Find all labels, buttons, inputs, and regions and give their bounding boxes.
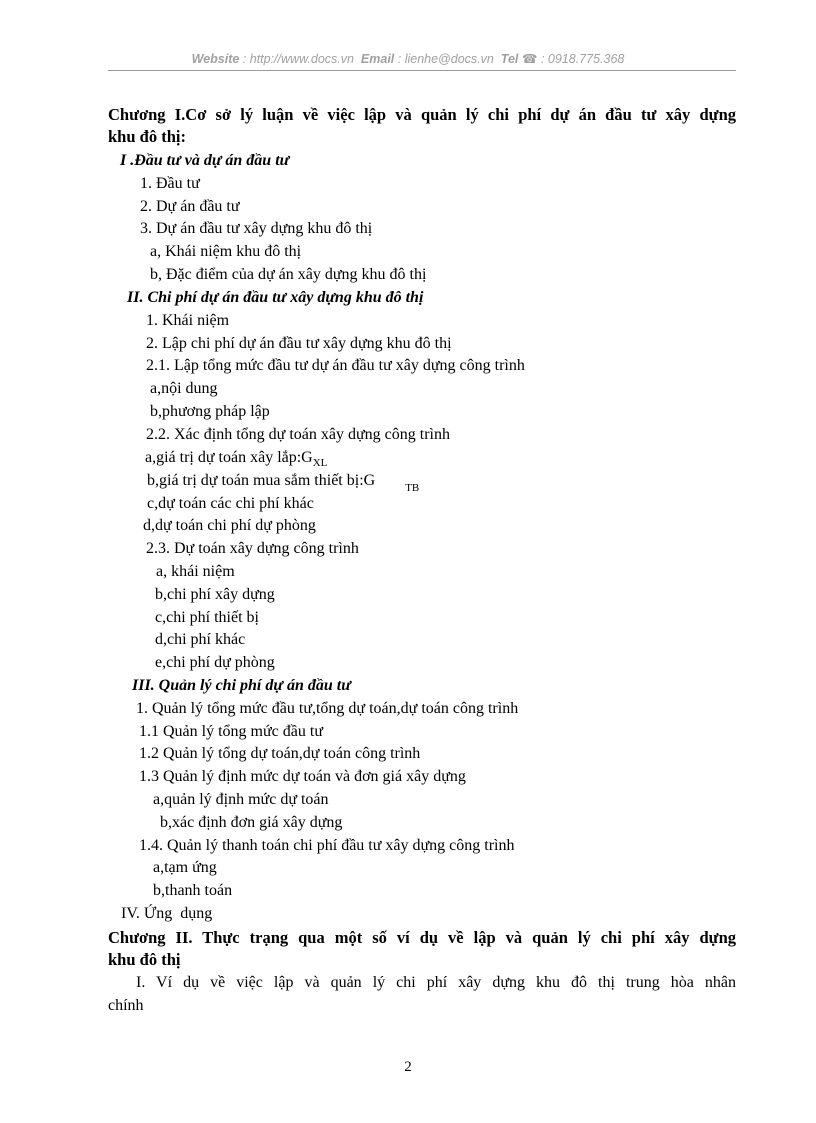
outline-item: 1.1 Quản lý tổng mức đầu tư [139,723,323,740]
outline-item: d,dự toán chi phí dự phòng [143,517,316,534]
gtb-subscript: TB [405,482,420,494]
gxl-subscript: XL [312,457,328,469]
chapter-2-title-line-1: Chương II. Thực trạng qua một số ví dụ về lập và quản lý chi phí xây dựng [108,928,736,947]
outline-item-gxl [145,448,327,473]
chapter-1-title-line-2: khu đô thị: [108,127,186,146]
outline-item: 3. Dự án đầu tư xây dựng khu đô thị [140,220,373,237]
email-label: Email [360,52,395,66]
outline-item: b, Đặc điểm của dự án xây dựng khu đô thị [150,266,427,283]
outline-item: a, khái niệm [156,563,235,580]
website-value: : http://www.docs.vn [239,52,354,66]
paragraph-line-1: I. Ví dụ về việc lập và quản lý chi phí xây dựng khu đô thị trung hòa nhân [136,974,736,991]
header-rule [108,70,736,71]
outline-item: 1.2 Quản lý tổng dự toán,dự toán công trình [139,745,421,762]
outline-item: 1. Khái niệm [146,312,230,329]
outline-item: e,chi phí dự phòng [155,654,275,671]
tel-label: Tel [500,52,519,66]
outline-item: b,chi phí xây dựng [155,586,275,603]
website-label: Website [191,52,240,66]
gtb-text: b,giá trị dự toán mua sắm thiết bị:G [147,472,376,489]
chapter-2-title-line-2: khu đô thị [108,950,181,969]
outline-item: a, Khái niệm khu đô thị [150,243,302,260]
outline-item: 2.3. Dự toán xây dựng công trình [146,540,359,557]
section-2-heading: II. Chi phí dự án đầu tư xây dựng khu đô thị [127,289,424,306]
outline-item: b,phương pháp lập [150,403,270,420]
outline-item: 1.3 Quản lý định mức dự toán và đơn giá xây dựng [139,768,466,785]
outline-item: 2. Lập chi phí dự án đầu tư xây dựng khu đô thị [146,335,452,352]
paragraph-line-2: chính [108,997,144,1014]
outline-item: a,tạm ứng [153,859,217,876]
page-number: 2 [404,1059,412,1075]
outline-item: c,dự toán các chi phí khác [147,495,314,512]
outline-item: d,chi phí khác [155,631,246,648]
outline-item: IV. Ứng dụng [121,905,213,922]
outline-item: c,chi phí thiết bị [155,609,259,626]
outline-item: 2.2. Xác định tổng dự toán xây dựng công trình [146,426,450,443]
outline-item: b,thanh toán [153,882,233,899]
chapter-1-title-line-1: Chương I.Cơ sở lý luận về việc lập và quản lý chi phí dự án đầu tư xây dựng [108,105,736,124]
section-1-heading: I .Đầu tư và dự án đầu tư [120,152,290,169]
gxl-text: a,giá trị dự toán xây lắp:G [145,449,313,466]
page-header [0,51,816,66]
tel-value: : 0918.775.368 [537,52,625,66]
outline-item: 2.1. Lập tổng mức đầu tư dự án đầu tư xây dựng công trình [146,357,525,374]
outline-item: 2. Dự án đầu tư [140,198,240,215]
phone-icon: ☎ [521,52,538,66]
outline-item: b,xác định đơn giá xây dựng [160,814,343,831]
outline-item: 1. Quản lý tổng mức đầu tư,tổng dự toán,dự toán công trình [136,700,519,717]
outline-item: a,quản lý định mức dự toán [153,791,329,808]
outline-item: 1.4. Quản lý thanh toán chi phí đầu tư xây dựng công trình [139,837,515,854]
outline-item: 1. Đầu tư [140,175,200,192]
email-value: : lienhe@docs.vn [394,52,494,66]
outline-item-gtb [147,471,419,492]
outline-item: a,nội dung [150,380,218,397]
section-3-heading: III. Quản lý chi phí dự án đầu tư [132,677,351,694]
